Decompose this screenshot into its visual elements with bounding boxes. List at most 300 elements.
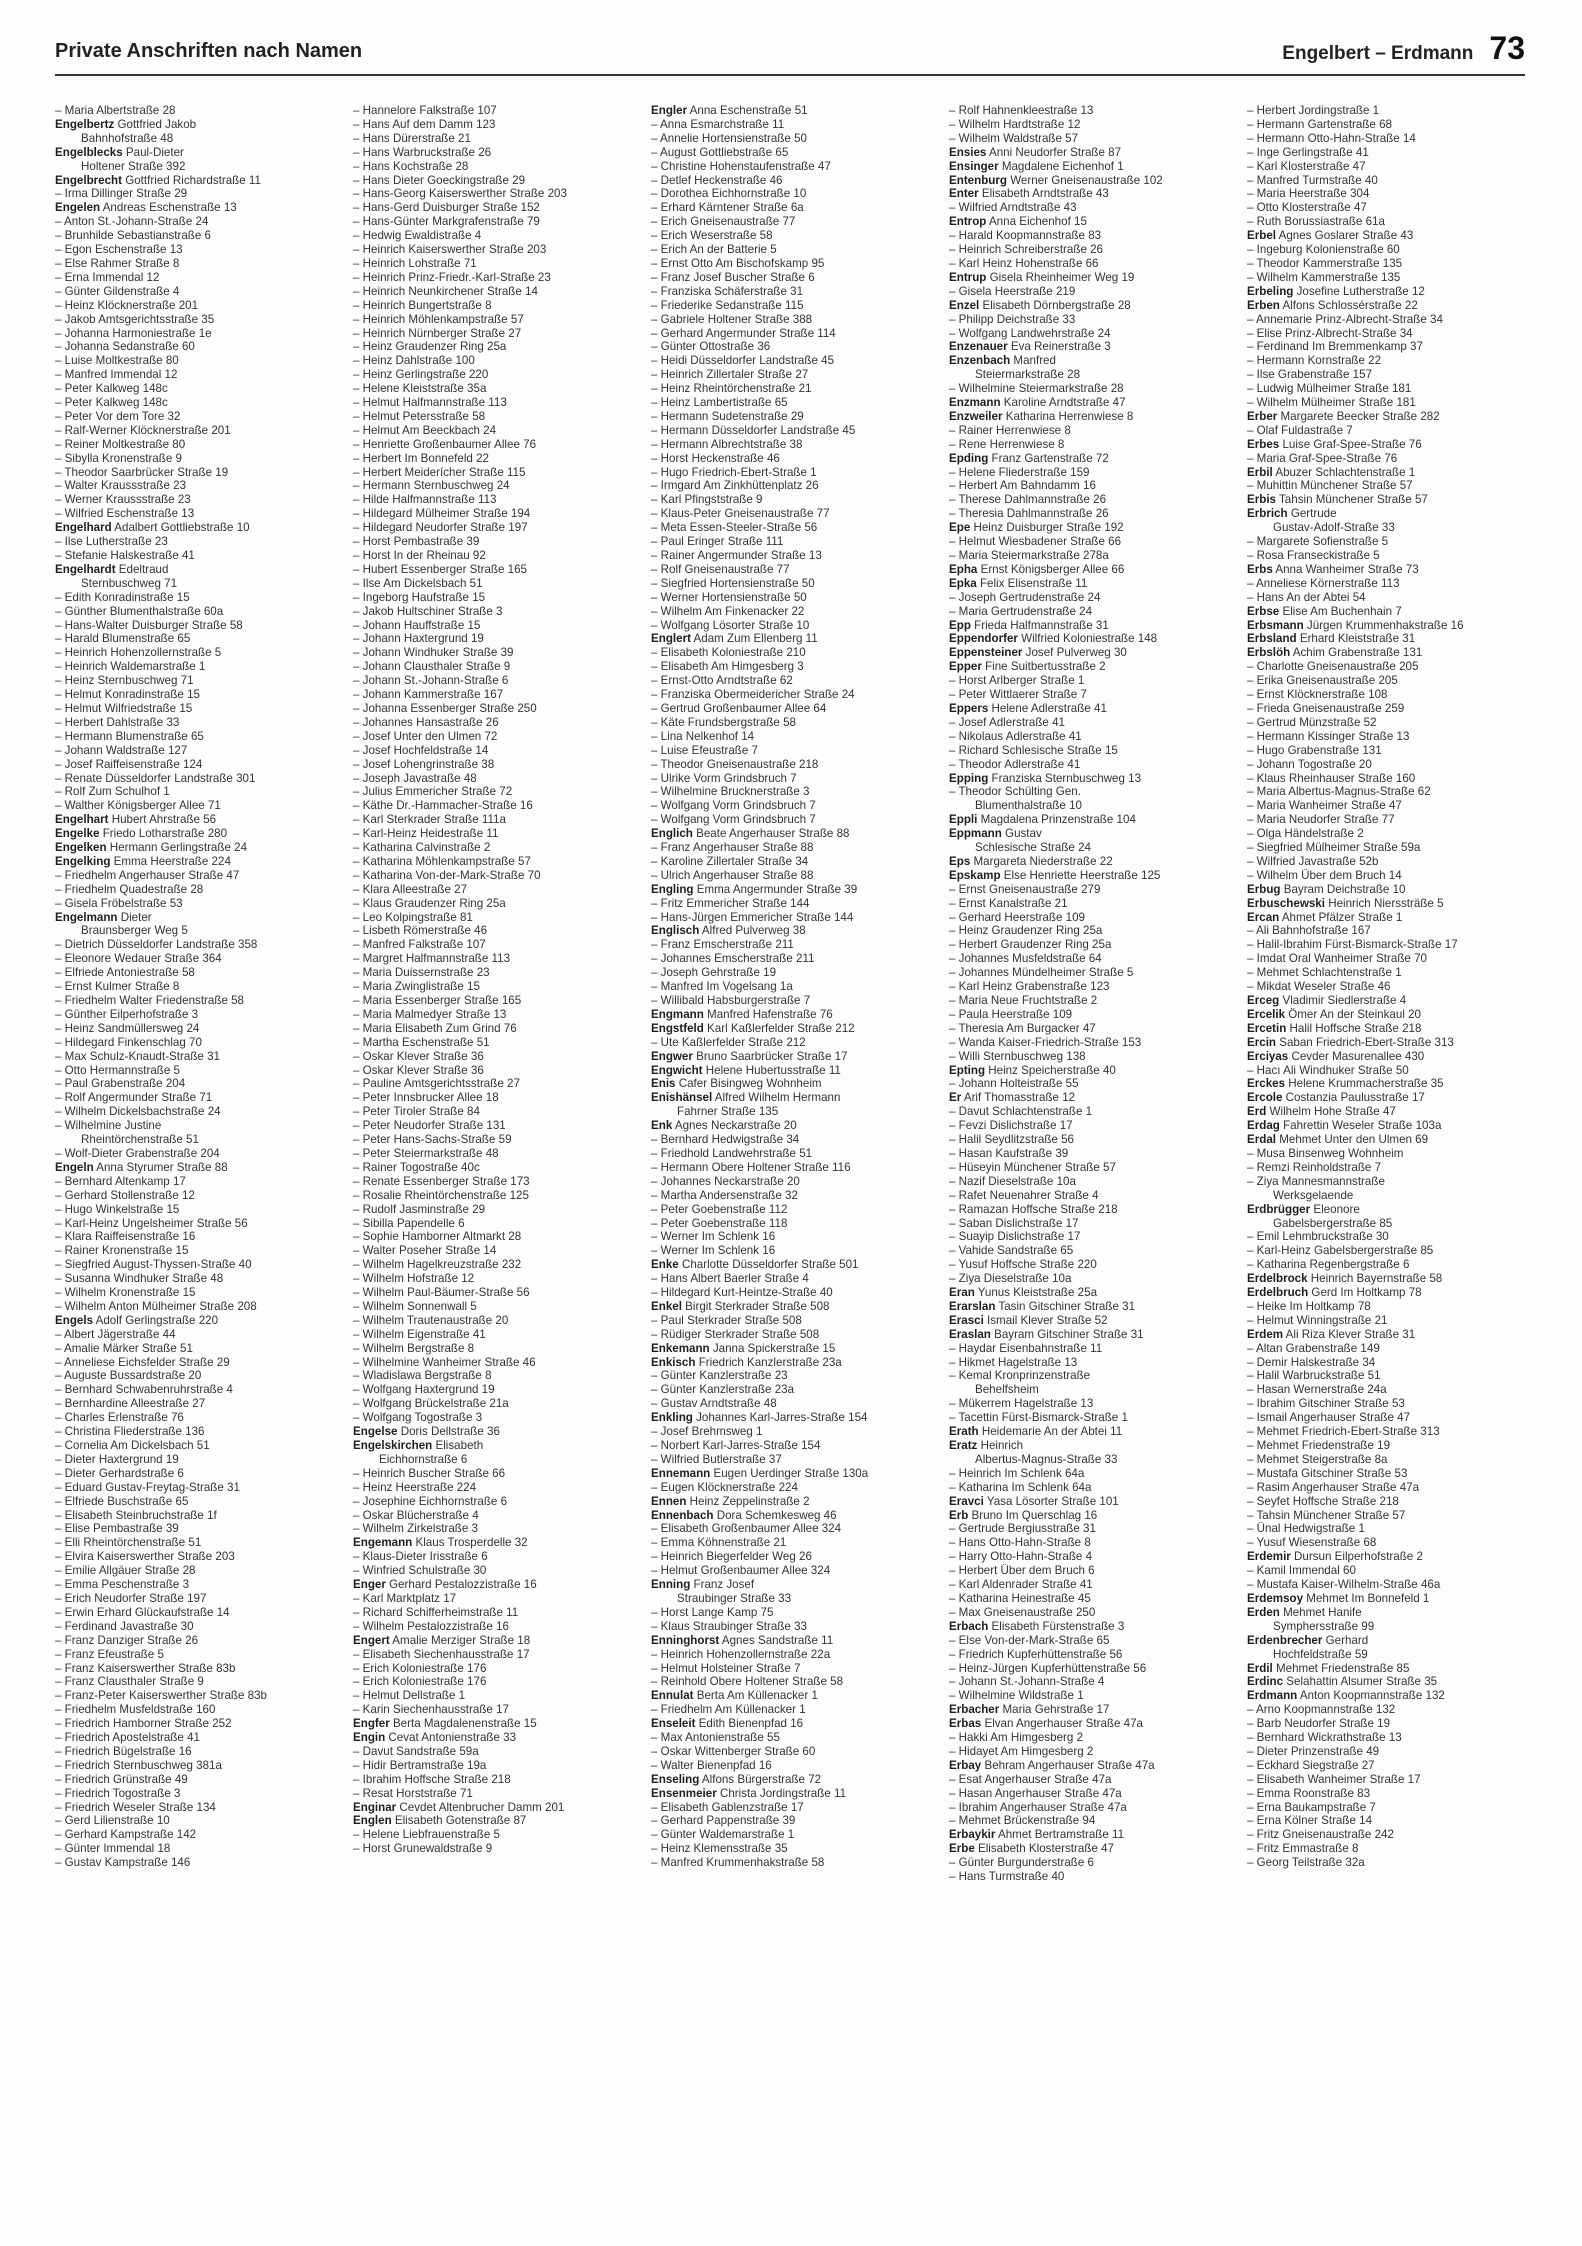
surname: Engelmann <box>55 910 118 924</box>
directory-entry: – Friedrich Hamborner Straße 252 <box>55 1717 232 1731</box>
directory-entry: – Nikolaus Adlerstraße 41 <box>949 729 1082 743</box>
directory-entry: – Ismail Angerhauser Straße 47 <box>1247 1411 1411 1425</box>
directory-entry: Enkisch Friedrich Kanzlerstraße 23a <box>651 1355 842 1369</box>
directory-entry: Engemann Klaus Trosperdelle 32 <box>353 1536 528 1550</box>
directory-entry: – Heinrich Möhlenkampstraße 57 <box>353 312 524 326</box>
surname: Erciyas <box>1247 1049 1289 1063</box>
surname: Erdem <box>1247 1327 1284 1341</box>
directory-entry: – Katharina Im Schlenk 64a <box>949 1480 1092 1494</box>
directory-entry: – Gerhard Kampstraße 142 <box>55 1828 197 1842</box>
directory-entry: Erben Alfons Schlossérstraße 22 <box>1247 298 1418 312</box>
directory-entry: – Philipp Deichstraße 33 <box>949 312 1076 326</box>
directory-entry: – Elise Prinz-Albrecht-Straße 34 <box>1247 326 1413 340</box>
directory-entry: – Christina Fliederstraße 136 <box>55 1425 205 1439</box>
directory-entry: – Emma Roonstraße 83 <box>1247 1786 1371 1800</box>
directory-entry: – Ulrike Vorm Grindsbruch 7 <box>651 771 797 785</box>
directory-entry: Albertus-Magnus-Straße 33 <box>975 1452 1118 1466</box>
directory-entry: Enkel Birgit Sterkrader Straße 508 <box>651 1299 830 1313</box>
directory-entry: – Maria Wanheimer Straße 47 <box>1247 799 1402 813</box>
directory-entry: Engin Cevat Antonienstraße 33 <box>353 1731 517 1745</box>
listing-column-3 <box>651 104 939 1884</box>
directory-entry: – Cornelia Am Dickelsbach 51 <box>55 1439 210 1452</box>
surname: Erdinc <box>1247 1675 1284 1689</box>
directory-entry: – Meta Essen-Steeler-Straße 56 <box>651 521 818 535</box>
directory-entry: – Harry Otto-Hahn-Straße 4 <box>949 1550 1093 1564</box>
directory-entry: – Max Schulz-Knaudt-Straße 31 <box>55 1049 220 1063</box>
directory-entry: – Rosalie Rheintörchenstraße 125 <box>353 1188 529 1202</box>
directory-entry: Erb Bruno Im Querschlag 16 <box>949 1508 1098 1522</box>
directory-entry: – Johanna Essenberger Straße 250 <box>353 701 537 715</box>
directory-entry: – Johann Waldstraße 127 <box>55 743 188 757</box>
directory-entry: – Horst In der Rheinau 92 <box>353 549 486 562</box>
surname: Epp <box>949 618 971 632</box>
surname: Erdag <box>1247 1119 1280 1133</box>
directory-entry: – Davut Sandstraße 59a <box>353 1744 479 1758</box>
directory-entry: – Peter Hans-Sachs-Straße 59 <box>353 1133 512 1147</box>
directory-entry: – Georg Teilstraße 32a <box>1247 1856 1365 1870</box>
directory-entry: – Ferdinand Javastraße 30 <box>55 1619 194 1633</box>
surname: Engmann <box>651 1007 704 1021</box>
directory-entry: – Elisabeth Gablenzstraße 17 <box>651 1800 804 1814</box>
directory-entry: – Hacı Ali Windhuker Straße 50 <box>1247 1063 1409 1077</box>
directory-entry: – Rosa Franseckistraße 5 <box>1247 549 1380 562</box>
directory-entry: – Heinz Graudenzer Ring 25a <box>949 924 1103 938</box>
surname: Erdmann <box>1247 1689 1298 1703</box>
directory-entry: – Ruth Borussiastraße 61a <box>1247 215 1385 229</box>
directory-entry: – Karl-Heinz Gabelsbergerstraße 85 <box>1247 1244 1434 1258</box>
directory-entry: – Karl Heinz Grabenstraße 123 <box>949 980 1110 994</box>
directory-entry: – Wilfried Butlerstraße 37 <box>651 1452 782 1466</box>
directory-entry: – Peter Vor dem Tore 32 <box>55 409 181 423</box>
directory-entry: Ensinger Magdalene Eichenhof 1 <box>949 159 1124 173</box>
page-number: 73 <box>1489 30 1525 66</box>
directory-entry: – Maria Duissernstraße 23 <box>353 966 490 980</box>
directory-entry: – Elise Pembastraße 39 <box>55 1522 179 1536</box>
directory-entry: – Dieter Prinzenstraße 49 <box>1247 1744 1380 1758</box>
directory-entry: Ercole Costanzia Paulusstraße 17 <box>1247 1091 1425 1105</box>
directory-entry: – Günter Waldemarstraße 1 <box>651 1828 795 1842</box>
directory-entry: – Josef Unter den Ulmen 72 <box>353 729 498 743</box>
surname: Enkling <box>651 1411 693 1425</box>
directory-entry: – Friedhelm Musfeldstraße 160 <box>55 1703 216 1717</box>
surname: Erath <box>949 1425 979 1439</box>
directory-entry: – Bernhardine Alleestraße 27 <box>55 1397 206 1411</box>
surname: Ennemann <box>651 1466 711 1480</box>
directory-entry: – Günter Immendal 18 <box>55 1842 171 1856</box>
directory-entry: – Horst Pembastraße 39 <box>353 535 480 549</box>
surname: Enning <box>651 1578 691 1592</box>
directory-entry: – Maria Albertstraße 28 <box>55 104 176 117</box>
directory-entry: – Hasan Wernerstraße 24a <box>1247 1383 1387 1397</box>
directory-entry: Eravci Yasa Lösorter Straße 101 <box>949 1494 1119 1508</box>
directory-entry: – Erhard Kärntener Straße 6a <box>651 201 804 215</box>
surname: Epha <box>949 562 978 576</box>
directory-entry: – Franz Angerhauser Straße 88 <box>651 841 814 855</box>
directory-entry: Englich Beate Angerhauser Straße 88 <box>651 827 850 841</box>
directory-entry: – Maria Elisabeth Zum Grind 76 <box>353 1021 517 1035</box>
directory-entry: – Katharina Regenbergstraße 6 <box>1247 1258 1410 1272</box>
directory-entry: – Maria Zwinglistraße 15 <box>353 980 480 994</box>
listing-column-1 <box>55 104 343 1884</box>
directory-entry: – Hans Warbruckstraße 26 <box>353 145 492 159</box>
surname: Ercole <box>1247 1091 1283 1105</box>
directory-entry: – Christine Hohenstaufenstraße 47 <box>651 159 831 173</box>
directory-entry: Eppli Magdalena Prinzenstraße 104 <box>949 813 1136 827</box>
directory-entry: – Dorothea Eichhornstraße 10 <box>651 187 807 201</box>
directory-entry: – Wolfgang Lösorter Straße 10 <box>651 618 810 632</box>
directory-entry: – Hildegard Neudorfer Straße 197 <box>353 521 528 535</box>
directory-entry: – Paula Heerstraße 109 <box>949 1007 1073 1021</box>
directory-entry: Symphersstraße 99 <box>1273 1619 1375 1633</box>
directory-entry: – Wilfried Eschenstraße 13 <box>55 507 195 521</box>
surname: Ennenbach <box>651 1508 714 1522</box>
directory-entry: – Dieter Gerhardstraße 6 <box>55 1466 184 1480</box>
directory-entry: Erdinc Selahattin Alsumer Straße 35 <box>1247 1675 1438 1689</box>
directory-entry: – Hubert Essenberger Straße 165 <box>353 562 528 576</box>
directory-entry: Engelhart Hubert Ahrstraße 56 <box>55 813 217 827</box>
directory-entry: – Detlef Heckenstraße 46 <box>651 173 783 187</box>
surname: Engelse <box>353 1425 398 1439</box>
directory-entry: – Maria Essenberger Straße 165 <box>353 994 522 1007</box>
directory-entry: – Wolfgang Haxtergrund 19 <box>353 1383 495 1397</box>
surname: Epding <box>949 451 989 465</box>
directory-entry: – Walter Bienenpfad 16 <box>651 1758 772 1772</box>
directory-entry: – Heinrich Zillertaler Straße 27 <box>651 368 809 382</box>
directory-entry: – Halil-Ibrahim Fürst-Bismarck-Straße 17 <box>1247 938 1458 952</box>
directory-entry: – Susanna Windhuker Straße 48 <box>55 1272 224 1286</box>
directory-entry: – Hans-Jürgen Emmericher Straße 144 <box>651 910 854 924</box>
surname: Erdelbruch <box>1247 1286 1309 1300</box>
directory-entry: – Suayip Dislichstraße 17 <box>949 1230 1081 1244</box>
directory-entry: – Maria Neudorfer Straße 77 <box>1247 813 1395 827</box>
surname: Erbach <box>949 1619 989 1633</box>
surname: Erbsmann <box>1247 618 1304 632</box>
directory-entry: – Mikdat Weseler Straße 46 <box>1247 980 1391 994</box>
directory-entry: – Hermann Obere Holtener Straße 116 <box>651 1160 851 1174</box>
directory-entry: – Ernst Kulmer Straße 8 <box>55 980 180 994</box>
directory-entry: – Elisabeth Wanheimer Straße 17 <box>1247 1772 1421 1786</box>
directory-entry: – Johann Togostraße 20 <box>1247 757 1372 771</box>
directory-entry: – Sibylla Kronenstraße 9 <box>55 451 182 465</box>
directory-entry: – Ingeborg Haufstraße 15 <box>353 590 486 604</box>
directory-entry: Enning Franz Josef <box>651 1578 755 1592</box>
directory-entry: – Gerhard Stollenstraße 12 <box>55 1188 195 1202</box>
directory-entry: – August Gottliebstraße 65 <box>651 145 789 159</box>
directory-entry: Enginar Cevdet Altenbrucher Damm 201 <box>353 1800 565 1814</box>
surname: Enkel <box>651 1299 682 1313</box>
directory-entry: Sternbuschweg 71 <box>81 576 178 590</box>
surname: Engert <box>353 1633 390 1647</box>
surname: Enis <box>651 1077 676 1091</box>
directory-entry: – Gertrud Münzstraße 52 <box>1247 715 1377 729</box>
directory-entry: – Gerd Lilienstraße 10 <box>55 1814 170 1828</box>
directory-entry: – Martha Eschenstraße 51 <box>353 1035 490 1049</box>
directory-entry: – Oskar Klever Straße 36 <box>353 1063 484 1077</box>
directory-entry: – Willi Sternbuschweg 138 <box>949 1049 1086 1063</box>
surname: Erckes <box>1247 1077 1286 1091</box>
directory-entry: – Wilhelm Anton Mülheimer Straße 208 <box>55 1299 257 1313</box>
directory-entry: – Emilie Allgäuer Straße 28 <box>55 1564 196 1578</box>
directory-entry: – Maria Gertrudenstraße 24 <box>949 604 1093 618</box>
surname: Erdbrügger <box>1247 1202 1311 1216</box>
directory-entry: – Theodor Gneisenaustraße 218 <box>651 757 819 771</box>
directory-entry: – Pauline Amtsgerichtsstraße 27 <box>353 1077 520 1091</box>
surname: Enk <box>651 1119 673 1133</box>
surname: Erb <box>949 1508 969 1522</box>
directory-entry: – Auguste Bussardstraße 20 <box>55 1369 202 1383</box>
surname: Ennen <box>651 1494 687 1508</box>
surname: Entrup <box>949 270 987 284</box>
directory-entry: – Anneliese Körnerstraße 113 <box>1247 576 1400 590</box>
directory-entry: – Hedwig Ewaldistraße 4 <box>353 229 482 243</box>
directory-entry: – Hans Dieter Goeckingstraße 29 <box>353 173 526 187</box>
surname: Epka <box>949 576 977 590</box>
directory-entry: – Ibrahim Hoffsche Straße 218 <box>353 1772 511 1786</box>
directory-entry: Erbaykir Ahmet Bertramstraße 11 <box>949 1828 1125 1842</box>
directory-entry: – Wilhelmine Wildstraße 1 <box>949 1689 1084 1703</box>
directory-entry: – Hans Turmstraße 40 <box>949 1870 1065 1884</box>
directory-entry: Epping Franziska Sternbuschweg 13 <box>949 771 1142 785</box>
directory-entry: – Amalie Märker Straße 51 <box>55 1341 193 1355</box>
directory-entry: – Wilhelm Bergstraße 8 <box>353 1341 475 1355</box>
directory-entry: – Friedhelm Angerhauser Straße 47 <box>55 868 240 882</box>
directory-entry: – Barb Neudorfer Straße 19 <box>1247 1717 1391 1731</box>
directory-entry: – Musa Binsenweg Wohnheim <box>1247 1146 1404 1160</box>
surname: Engstfeld <box>651 1021 704 1035</box>
directory-entry: – Lisbeth Römerstraße 46 <box>353 924 488 938</box>
directory-entry: – Günter Ottostraße 36 <box>651 340 771 354</box>
directory-entry: – Heinrich Buscher Straße 66 <box>353 1466 506 1480</box>
directory-entry: – Siegfried Hortensienstraße 50 <box>651 576 815 590</box>
directory-entry: – Horst Arlberger Straße 1 <box>949 674 1085 688</box>
directory-entry: Ercetin Halil Hoffsche Straße 218 <box>1247 1021 1422 1035</box>
directory-entry: – Karl-Heinz Heidestraße 11 <box>353 827 499 841</box>
surname: Engelhart <box>55 813 109 827</box>
directory-entry: – Helene Kleiststraße 35a <box>353 382 487 396</box>
directory-entry: – Werner Im Schlenk 16 <box>651 1230 776 1244</box>
surname: Enseling <box>651 1772 700 1786</box>
directory-entry: – Johanna Harmoniestraße 1e <box>55 326 212 340</box>
directory-entry: – Rafet Neuenahrer Straße 4 <box>949 1188 1099 1202</box>
directory-entry: – Heinrich Lohstraße 71 <box>353 256 477 270</box>
directory-entry: – Saban Dislichstraße 17 <box>949 1216 1079 1230</box>
directory-entry: – Wilhelmine Justine <box>55 1119 162 1133</box>
directory-entry: – Yusuf Hoffsche Straße 220 <box>949 1258 1097 1272</box>
directory-entry: – Eduard Gustav-Freytag-Straße 31 <box>55 1480 240 1494</box>
directory-entry: – Peter Goebenstraße 118 <box>651 1216 788 1230</box>
directory-entry: – Erna Immendal 12 <box>55 270 160 284</box>
surname: Erbay <box>949 1758 982 1772</box>
surname: Ensinger <box>949 159 999 173</box>
directory-entry: – Dietrich Düsseldorfer Landstraße 358 <box>55 938 258 952</box>
surname: Engfer <box>353 1717 390 1731</box>
directory-entry: – Friedhelm Walter Friedenstraße 58 <box>55 994 245 1007</box>
directory-entry: – Hans-Walter Duisburger Straße 58 <box>55 618 243 632</box>
directory-entry: – Paul Grabenstraße 204 <box>55 1077 186 1091</box>
directory-entry: – Altan Grabenstraße 149 <box>1247 1341 1380 1355</box>
directory-entry: – Irma Dillinger Straße 29 <box>55 187 188 201</box>
directory-entry: – Franz-Peter Kaiserswerther Straße 83b <box>55 1689 267 1703</box>
directory-entry: – Theodor Schülting Gen. <box>949 785 1081 799</box>
directory-entry: – Oskar Klever Straße 36 <box>353 1049 484 1063</box>
surname: Epskamp <box>949 868 1001 882</box>
directory-entry: Ensenmeier Christa Jordingstraße 11 <box>651 1786 847 1800</box>
directory-entry: – Theodor Saarbrücker Straße 19 <box>55 465 229 479</box>
directory-entry: – Helmut Winningstraße 21 <box>1247 1313 1388 1327</box>
directory-entry: – Werner Hortensienstraße 50 <box>651 590 807 604</box>
directory-entry: – Klara Raiffeisenstraße 16 <box>55 1230 196 1244</box>
directory-entry: – Elvira Kaiserswerther Straße 203 <box>55 1550 235 1564</box>
directory-entry: – Yusuf Wiesenstraße 68 <box>1247 1536 1377 1550</box>
directory-entry: – Heinrich Bungertstraße 8 <box>353 298 492 312</box>
directory-entry: Enkemann Janna Spickerstraße 15 <box>651 1341 836 1355</box>
directory-entry: – Hidir Bertramstraße 19a <box>353 1758 487 1772</box>
directory-entry: – Katharina Von-der-Mark-Straße 70 <box>353 868 541 882</box>
directory-entry: – Karl Marktplatz 17 <box>353 1591 457 1605</box>
directory-entry: Ercelik Ömer An der Steinkaul 20 <box>1247 1007 1422 1021</box>
directory-entry: – Hermann Sudetenstraße 29 <box>651 409 804 423</box>
directory-entry: – Hermann Gartenstraße 68 <box>1247 117 1392 131</box>
directory-entry: Enzenauer Eva Reinerstraße 3 <box>949 340 1111 354</box>
directory-entry: – Katharina Möhlenkampstraße 57 <box>353 854 531 868</box>
directory-entry: – Joseph Javastraße 48 <box>353 771 477 785</box>
directory-entry: – Hildegard Kurt-Heintze-Straße 40 <box>651 1286 833 1300</box>
directory-entry: – Otto Hermannstraße 5 <box>55 1063 181 1077</box>
directory-entry: Engert Amalie Merziger Straße 18 <box>353 1633 531 1647</box>
directory-entry: Eppers Helene Adlerstraße 41 <box>949 701 1107 715</box>
directory-entry: – Heinrich Hohenzollernstraße 5 <box>55 646 222 660</box>
directory-entry: Engeln Anna Styrumer Straße 88 <box>55 1160 228 1174</box>
directory-entry: – Remzi Reinholdstraße 7 <box>1247 1160 1382 1174</box>
directory-entry: – Ilse Grabenstraße 157 <box>1247 368 1373 382</box>
directory-entry: – Charles Erlenstraße 76 <box>55 1411 184 1425</box>
surname: Erd <box>1247 1105 1267 1119</box>
directory-entry: – Hermann Kissinger Straße 13 <box>1247 729 1410 743</box>
directory-entry: – Walther Königsberger Allee 71 <box>55 799 221 813</box>
directory-entry: – Maria Neue Fruchtstraße 2 <box>949 994 1098 1007</box>
directory-entry: – Karl Pfingststraße 9 <box>651 493 763 507</box>
directory-entry: – Heinrich Waldemarstraße 1 <box>55 660 206 674</box>
directory-entry: – Mehmet Friedrich-Ebert-Straße 313 <box>1247 1425 1440 1439</box>
surname: Eppli <box>949 813 978 827</box>
surname: Engwicht <box>651 1063 703 1077</box>
directory-entry: – Ingeburg Kolonienstraße 60 <box>1247 243 1400 257</box>
directory-entry: – Wladislawa Bergstraße 8 <box>353 1369 492 1383</box>
directory-entry: – Margarete Sofienstraße 5 <box>1247 535 1389 549</box>
directory-entry: – Wilhelm Hagelkreuzstraße 232 <box>353 1258 522 1272</box>
directory-entry: Erdemir Dursun Eilperhofstraße 2 <box>1247 1550 1423 1564</box>
directory-entry: Ennen Heinz Zeppelinstraße 2 <box>651 1494 810 1508</box>
directory-entry: Straubinger Straße 33 <box>677 1591 792 1605</box>
directory-entry: – Olga Händelstraße 2 <box>1247 827 1364 841</box>
directory-entry: – Werner Kraussstraße 23 <box>55 493 191 507</box>
directory-entry: – Wolf-Dieter Grabenstraße 204 <box>55 1146 220 1160</box>
directory-entry: – Klaus-Dieter Irisstraße 6 <box>353 1550 488 1564</box>
directory-entry: – Heinrich Nürnberger Straße 27 <box>353 326 522 340</box>
directory-entry: – Ilse Lutherstraße 23 <box>55 535 168 549</box>
directory-entry: – Ernst Kanalstraße 21 <box>949 896 1068 910</box>
directory-entry: – Johann St.-Johann-Straße 4 <box>949 1675 1105 1689</box>
directory-entry: – Theresia Dahlmannstraße 26 <box>949 507 1109 521</box>
directory-entry: – Mehmet Friedenstraße 19 <box>1247 1439 1391 1452</box>
directory-entry: – Gerhard Angermunder Straße 114 <box>651 326 836 340</box>
directory-entry: – Erich Neudorfer Straße 197 <box>55 1591 207 1605</box>
directory-entry: – Ernst-Otto Arndtstraße 62 <box>651 674 793 688</box>
directory-entry: Enishänsel Alfred Wilhelm Hermann <box>651 1091 841 1105</box>
directory-entry: – Heinrich Hohenzollernstraße 22a <box>651 1647 831 1661</box>
directory-entry: – Peter Neudorfer Straße 131 <box>353 1119 506 1133</box>
directory-entry: – Wilhelm Pestalozzistraße 16 <box>353 1619 509 1633</box>
directory-entry: – Richard Schifferheimstraße 11 <box>353 1605 519 1619</box>
surname: Erbeling <box>1247 284 1294 298</box>
surname: Eraslan <box>949 1327 991 1341</box>
directory-entry: – Johannes Musfeldstraße 64 <box>949 952 1102 966</box>
surname: Erdemsoy <box>1247 1591 1304 1605</box>
directory-entry: – Hermann Sternbuschweg 24 <box>353 479 510 493</box>
surname: Ercin <box>1247 1035 1276 1049</box>
directory-entry: – Klaus Graudenzer Ring 25a <box>353 896 506 910</box>
directory-entry: – Herbert Dahlstraße 33 <box>55 715 180 729</box>
directory-entry: Epskamp Else Henriette Heerstraße 125 <box>949 868 1161 882</box>
directory-entry: Epka Felix Elisenstraße 11 <box>949 576 1088 590</box>
directory-entry: Entrup Gisela Rheinheimer Weg 19 <box>949 270 1135 284</box>
surname: Enzmann <box>949 396 1001 410</box>
directory-entry: – Wilhelm Zirkelstraße 3 <box>353 1522 478 1536</box>
directory-entry: – Hans Otto-Hahn-Straße 8 <box>949 1536 1091 1550</box>
directory-entry: – Therese Dahlmannstraße 26 <box>949 493 1107 507</box>
directory-entry: Erbse Elise Am Buchenhain 7 <box>1247 604 1402 618</box>
directory-entry: – Wilhelm Waldstraße 57 <box>949 131 1079 145</box>
directory-entry: – Wilfried Arndtstraße 43 <box>949 201 1077 215</box>
directory-entry: – Irmgard Am Zinkhüttenplatz 26 <box>651 479 819 493</box>
directory-entry: – Harald Koopmannstraße 83 <box>949 229 1102 243</box>
directory-entry: – Brunhilde Sebastianstraße 6 <box>55 229 211 243</box>
directory-entry: – Ernst Gneisenaustraße 279 <box>949 882 1101 896</box>
surname: Ercelik <box>1247 1007 1286 1021</box>
directory-entry: – Josephine Eichhornstraße 6 <box>353 1494 508 1508</box>
directory-entry: Enke Charlotte Düsseldorfer Straße 501 <box>651 1258 859 1272</box>
directory-entry: – Annemarie Prinz-Albrecht-Straße 34 <box>1247 312 1443 326</box>
directory-entry: – Johann Windhuker Straße 39 <box>353 646 514 660</box>
directory-entry: – Hermann Otto-Hahn-Straße 14 <box>1247 131 1416 145</box>
directory-entry: Eppendorfer Wilfried Koloniestraße 148 <box>949 632 1158 646</box>
directory-entry: – Helmut Petersstraße 58 <box>353 409 486 423</box>
surname: Engelbrecht <box>55 173 122 187</box>
surname: Engelbertz <box>55 117 115 131</box>
directory-entry: – Ilse Am Dickelsbach 51 <box>353 576 483 590</box>
directory-entry: – Heinz Klöcknerstraße 201 <box>55 298 199 312</box>
surname: Eran <box>949 1286 975 1300</box>
directory-entry: – Harald Blumenstraße 65 <box>55 632 191 646</box>
directory-entry: – Emma Köhnenstraße 21 <box>651 1536 787 1550</box>
directory-entry: Enkling Johannes Karl-Jarres-Straße 154 <box>651 1411 868 1425</box>
directory-entry: – Franz Kaiserswerther Straße 83b <box>55 1661 236 1675</box>
directory-entry: Erbug Bayram Deichstraße 10 <box>1247 882 1406 896</box>
surname: Erceg <box>1247 994 1280 1007</box>
directory-entry: – Rainer Angermunder Straße 13 <box>651 549 822 562</box>
directory-entry: – Maria Malmedyer Straße 13 <box>353 1007 507 1021</box>
directory-entry: Entrop Anna Eichenhof 15 <box>949 215 1087 229</box>
directory-entry: – Demir Halskestraße 34 <box>1247 1355 1376 1369</box>
directory-entry: Erbrich Gertrude <box>1247 507 1337 521</box>
directory-entry: – Elfriede Buschstraße 65 <box>55 1494 189 1508</box>
directory-entry: – Hasan Angerhauser Straße 47a <box>949 1786 1122 1800</box>
directory-entry: Engwer Bruno Saarbrücker Straße 17 <box>651 1049 848 1063</box>
directory-entry: – Johann Hauffstraße 15 <box>353 618 481 632</box>
directory-entry: Braunsberger Weg 5 <box>81 924 188 938</box>
directory-entry: – Elfriede Antoniestraße 58 <box>55 966 195 980</box>
directory-entry: – Rainer Kronenstraße 15 <box>55 1244 189 1258</box>
